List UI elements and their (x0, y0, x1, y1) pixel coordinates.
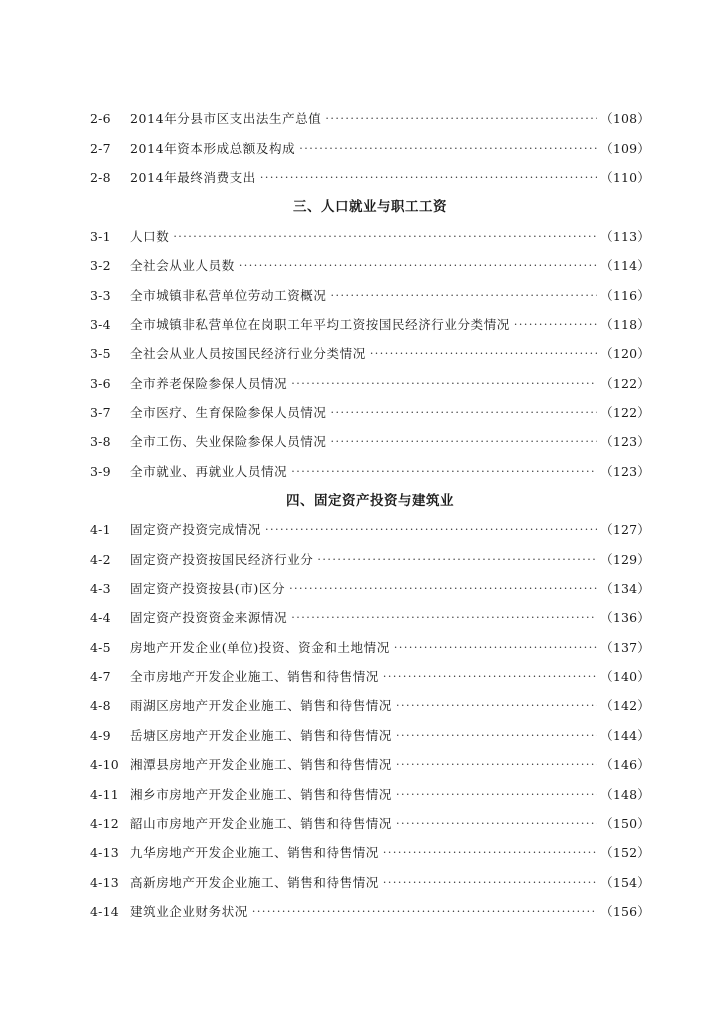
entry-page: （122） (600, 376, 650, 391)
toc-entry[interactable] (90, 784, 650, 806)
entry-number: 4-3 (90, 581, 111, 596)
leader-dots (514, 314, 597, 336)
entry-number: 3-8 (90, 434, 111, 449)
entry-title: 全市医疗、生育保险参保人员情况 (130, 405, 327, 420)
toc-entry[interactable] (90, 842, 650, 864)
toc-entry[interactable] (90, 343, 650, 365)
entry-number: 3-2 (90, 258, 111, 273)
entry-title: 高新房地产开发企业施工、销售和待售情况 (130, 875, 379, 890)
entry-number: 2-7 (90, 141, 111, 156)
toc-entry[interactable] (90, 637, 650, 659)
entry-page: （148） (600, 787, 650, 802)
leader-dots (260, 167, 597, 189)
toc-entry[interactable] (90, 519, 650, 541)
entry-number: 4-2 (90, 552, 111, 567)
entry-page: （108） (600, 111, 650, 126)
entry-page: （142） (600, 698, 650, 713)
entry-page: （140） (600, 669, 650, 684)
entry-title: 2014年最终消费支出 (130, 170, 256, 185)
toc-entry[interactable] (90, 695, 650, 717)
entry-title: 九华房地产开发企业施工、销售和待售情况 (130, 845, 379, 860)
entry-number: 3-6 (90, 376, 111, 391)
toc-entry[interactable] (90, 901, 650, 923)
entry-number: 4-8 (90, 698, 111, 713)
entry-page: （110） (600, 170, 650, 185)
entry-number: 3-4 (90, 317, 111, 332)
leader-dots (291, 373, 597, 395)
section-heading-fixed-assets: 四、固定资产投资与建筑业 (286, 493, 454, 509)
entry-number: 4-1 (90, 522, 111, 537)
entry-number: 3-3 (90, 288, 111, 303)
entry-title: 全社会从业人员数 (130, 258, 235, 273)
entry-number: 4-13 (90, 845, 119, 860)
entry-page: （134） (600, 581, 650, 596)
toc-entry[interactable] (90, 578, 650, 600)
entry-number: 2-8 (90, 170, 111, 185)
leader-dots (291, 607, 597, 629)
entry-title: 固定资产投资按县(市)区分 (130, 581, 286, 596)
leader-dots (291, 461, 597, 483)
entry-page: （123） (600, 434, 650, 449)
entry-number: 2-6 (90, 111, 111, 126)
toc-entry[interactable] (90, 754, 650, 776)
leader-dots (396, 813, 597, 835)
entry-page: （109） (600, 141, 650, 156)
leader-dots (396, 695, 597, 717)
entry-number: 4-4 (90, 610, 111, 625)
entry-title: 人口数 (130, 229, 170, 244)
entry-page: （113） (600, 229, 650, 244)
leader-dots (173, 226, 597, 248)
entry-number: 3-1 (90, 229, 111, 244)
entry-title: 全市工伤、失业保险参保人员情况 (130, 434, 327, 449)
entry-page: （137） (600, 640, 650, 655)
entry-title: 固定资产投资完成情况 (130, 522, 262, 537)
entry-title: 全市城镇非私营单位劳动工资概况 (130, 288, 327, 303)
toc-entry[interactable] (90, 461, 650, 483)
toc-entry[interactable] (90, 402, 650, 424)
leader-dots (383, 842, 597, 864)
toc-entry[interactable] (90, 138, 650, 160)
toc-entry[interactable] (90, 167, 650, 189)
leader-dots (289, 578, 597, 600)
entry-number: 4-7 (90, 669, 111, 684)
entry-number: 4-12 (90, 816, 119, 831)
entry-page: （116） (600, 288, 650, 303)
entry-page: （150） (600, 816, 650, 831)
entry-title: 湘乡市房地产开发企业施工、销售和待售情况 (130, 787, 393, 802)
toc-entry[interactable] (90, 373, 650, 395)
entry-page: （154） (600, 875, 650, 890)
entry-title: 2014年资本形成总额及构成 (130, 141, 296, 156)
leader-dots (325, 108, 597, 130)
leader-dots (239, 255, 597, 277)
entry-number: 4-13 (90, 875, 119, 890)
entry-number: 4-10 (90, 757, 119, 772)
toc-entry[interactable] (90, 314, 650, 336)
leader-dots (396, 754, 597, 776)
entry-title: 2014年分县市区支出法生产总值 (130, 111, 322, 126)
leader-dots (394, 637, 597, 659)
entry-title: 全社会从业人员按国民经济行业分类情况 (130, 346, 366, 361)
leader-dots (331, 285, 598, 307)
entry-page: （144） (600, 728, 650, 743)
entry-page: （136） (600, 610, 650, 625)
entry-title: 建筑业企业财务状况 (130, 904, 248, 919)
entry-page: （156） (600, 904, 650, 919)
entry-number: 4-5 (90, 640, 111, 655)
toc-entry[interactable] (90, 549, 650, 571)
entry-title: 固定资产投资资金来源情况 (130, 610, 288, 625)
leader-dots (383, 666, 597, 688)
entry-number: 3-9 (90, 464, 111, 479)
leader-dots (317, 549, 597, 571)
leader-dots (396, 725, 597, 747)
toc-entry[interactable] (90, 813, 650, 835)
toc-entry[interactable] (90, 872, 650, 894)
entry-title: 韶山市房地产开发企业施工、销售和待售情况 (130, 816, 393, 831)
entry-title: 固定资产投资按国民经济行业分 (130, 552, 314, 567)
entry-number: 4-9 (90, 728, 111, 743)
entry-number: 3-5 (90, 346, 111, 361)
leader-dots (265, 519, 597, 541)
entry-title: 房地产开发企业(单位)投资、资金和土地情况 (130, 640, 390, 655)
section-heading-population: 三、人口就业与职工工资 (293, 199, 447, 215)
leader-dots (383, 872, 597, 894)
toc-entry[interactable] (90, 226, 650, 248)
toc-entry[interactable] (90, 431, 650, 453)
toc-entry[interactable] (90, 725, 650, 747)
entry-title: 全市养老保险参保人员情况 (130, 376, 288, 391)
entry-page: （123） (600, 464, 650, 479)
leader-dots (396, 784, 597, 806)
entry-page: （118） (600, 317, 650, 332)
toc-entry[interactable] (90, 108, 650, 130)
toc-entry[interactable] (90, 255, 650, 277)
entry-title: 湘潭县房地产开发企业施工、销售和待售情况 (130, 757, 393, 772)
leader-dots (331, 431, 598, 453)
leader-dots (299, 138, 597, 160)
entry-number: 4-14 (90, 904, 119, 919)
entry-number: 4-11 (90, 787, 119, 802)
toc-entry[interactable] (90, 607, 650, 629)
entry-title: 全市就业、再就业人员情况 (130, 464, 288, 479)
toc-entry[interactable] (90, 285, 650, 307)
entry-page: （152） (600, 845, 650, 860)
toc-entry[interactable] (90, 666, 650, 688)
leader-dots (252, 901, 597, 923)
entry-page: （146） (600, 757, 650, 772)
entry-page: （129） (600, 552, 650, 567)
entry-title: 全市房地产开发企业施工、销售和待售情况 (130, 669, 379, 684)
entry-page: （127） (600, 522, 650, 537)
entry-title: 岳塘区房地产开发企业施工、销售和待售情况 (130, 728, 393, 743)
entry-page: （120） (600, 346, 650, 361)
leader-dots (331, 402, 598, 424)
entry-number: 3-7 (90, 405, 111, 420)
entry-title: 雨湖区房地产开发企业施工、销售和待售情况 (130, 698, 393, 713)
entry-page: （114） (600, 258, 650, 273)
entry-title: 全市城镇非私营单位在岗职工年平均工资按国民经济行业分类情况 (130, 317, 510, 332)
entry-page: （122） (600, 405, 650, 420)
leader-dots (370, 343, 597, 365)
